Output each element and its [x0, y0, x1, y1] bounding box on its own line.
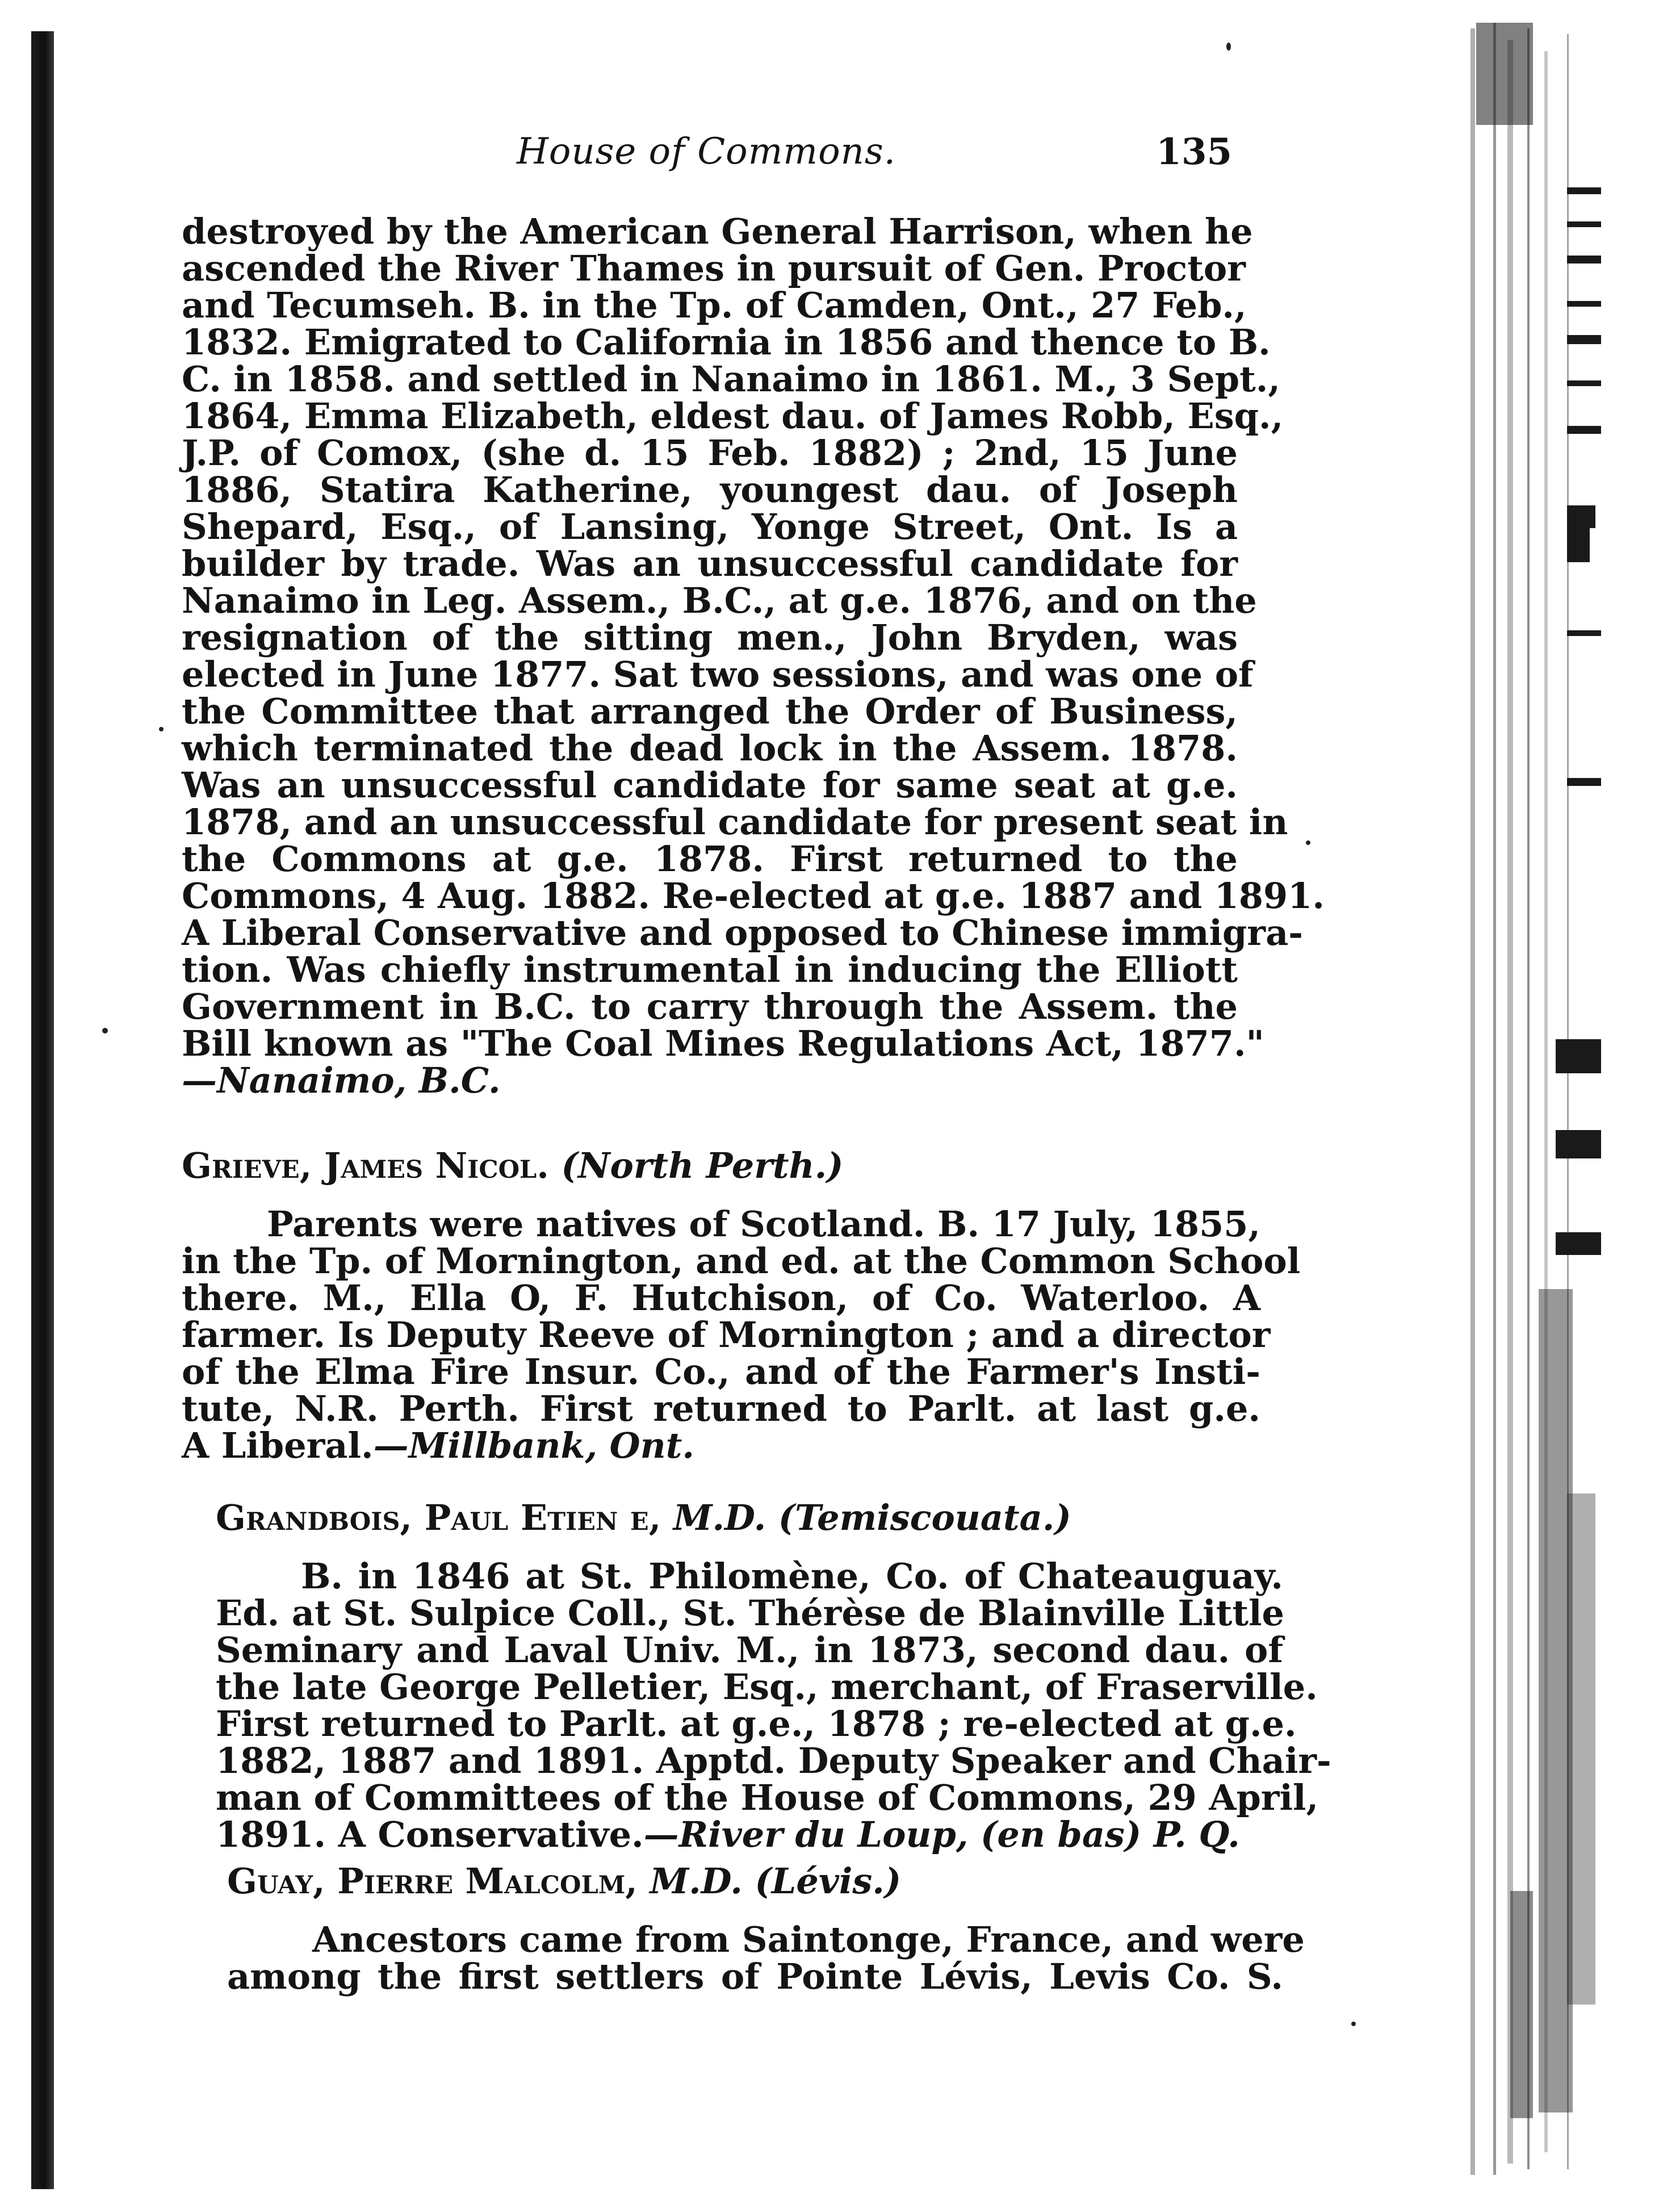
text-line: in the Tp. of Mornington, and ed. at the Common School — [182, 1240, 1301, 1282]
member-title: M.D. — [650, 1860, 743, 1902]
text-line: destroyed by the American General Harrison, when he — [182, 211, 1253, 252]
entry-grieve — [182, 1145, 1301, 1466]
residence: —Millbank, Ont. — [373, 1425, 694, 1466]
member-title: M.D. — [673, 1497, 766, 1538]
text-line: of the Elma Fire Insur. Co., and of the Farmer's Insti- — [182, 1351, 1260, 1392]
scan-speck — [1226, 43, 1231, 51]
text-line: 1878, and an unsuccessful candidate for present seat in — [182, 801, 1288, 843]
text-line: Parents were natives of Scotland. B. 17 July, 1855, — [267, 1203, 1260, 1245]
entry-heading — [227, 1860, 1283, 1902]
text-line: the Committee that arranged the Order of Business, — [182, 691, 1238, 732]
text-line: the Commons at g.e. 1878. First returned to the — [182, 838, 1238, 880]
text-line: and Tecumseh. B. in the Tp. of Camden, Ont., 27 Feb., — [182, 285, 1247, 326]
residence: —Nanaimo, B.C. — [182, 1060, 501, 1101]
riding: (Lévis.) — [755, 1860, 902, 1902]
scan-speck — [1351, 2022, 1356, 2026]
text-line: A Liberal Conservative and opposed to Chinese immigra- — [182, 912, 1303, 953]
text-line: C. in 1858. and settled in Nanaimo in 1861. M., 3 Sept., — [182, 358, 1280, 400]
text-line: farmer. Is Deputy Reeve of Mornington ; and a director — [182, 1314, 1271, 1355]
text-line: builder by trade. Was an unsuccessful candidate for — [182, 543, 1238, 584]
scan-speck — [1306, 840, 1310, 845]
text-line: J.P. of Comox, (she d. 15 Feb. 1882) ; 2nd, 15 June — [182, 432, 1238, 474]
member-name: Grieve, James Nicol. — [182, 1145, 549, 1186]
text-line: tion. Was chiefly instrumental in inducing the Elliott — [182, 949, 1238, 990]
running-title: House of Commons. — [517, 131, 896, 173]
text-line: 1864, Emma Elizabeth, eldest dau. of James Robb, Esq., — [182, 395, 1284, 437]
riding: (North Perth.) — [561, 1145, 844, 1186]
text-line: ascended the River Thames in pursuit of Gen. Proctor — [182, 248, 1246, 289]
text-line: resignation of the sitting men., John Bryden, was — [182, 617, 1238, 658]
text-line: First returned to Parlt. at g.e., 1878 ; re-elected at g.e. — [216, 1703, 1297, 1744]
text-line: elected in June 1877. Sat two sessions, and was one of — [182, 654, 1254, 695]
text-line: Shepard, Esq., of Lansing, Yonge Street, Ont. Is a — [182, 506, 1238, 547]
text-line: tute, N.R. Perth. First returned to Parlt. at last g.e. — [182, 1388, 1260, 1429]
text-line: among the first settlers of Pointe Lévis, Levis Co. S. — [227, 1956, 1283, 1997]
scan-speck — [102, 1028, 108, 1034]
text-line: man of Committees of the House of Commons, 29 April, — [216, 1777, 1319, 1818]
text-line: Ancestors came from Saintonge, France, and were — [312, 1919, 1305, 1960]
affiliation: A Liberal. — [182, 1425, 374, 1466]
text-line: Ed. at St. Sulpice Coll., St. Thérèse de Blainville Little — [216, 1592, 1284, 1634]
text-line: 1882, 1887 and 1891. Apptd. Deputy Speaker and Chair- — [216, 1740, 1331, 1781]
affiliation: 1891. A Conservative. — [216, 1814, 644, 1855]
riding: (Temiscouata.) — [778, 1497, 1071, 1538]
entry-heading — [216, 1499, 1283, 1536]
text-line: there. M., Ella O, F. Hutchison, of Co. Waterloo. A — [182, 1277, 1260, 1319]
text-line: Bill known as "The Coal Mines Regulations Act, 1877." — [182, 1023, 1264, 1064]
entry-heading — [182, 1147, 1260, 1184]
member-name: Guay, Pierre Malcolm, — [227, 1860, 638, 1902]
entry-guay — [227, 1860, 1305, 1997]
text-line: Was an unsuccessful candidate for same seat at g.e. — [182, 764, 1238, 806]
residence: —River du Loup, (en bas) P. Q. — [643, 1814, 1240, 1855]
text-line: which terminated the dead lock in the Assem. 1878. — [182, 727, 1238, 769]
member-name: Grandbois, Paul Etien e, — [216, 1497, 661, 1538]
entry-continued-text — [182, 211, 1325, 1101]
entry-grandbois — [216, 1497, 1331, 1855]
text-line: Nanaimo in Leg. Assem., B.C., at g.e. 1876, and on the — [182, 580, 1257, 621]
text-line: Government in B.C. to carry through the Assem. the — [182, 986, 1238, 1027]
text-line: 1832. Emigrated to California in 1856 and thence to B. — [182, 321, 1271, 363]
running-head — [182, 131, 1249, 182]
text-line: 1886, Statira Katherine, youngest dau. of Joseph — [182, 469, 1238, 511]
page-number: 135 — [1156, 131, 1232, 173]
text-line: Commons, 4 Aug. 1882. Re-elected at g.e. 1887 and 1891. — [182, 875, 1325, 917]
scan-speck — [159, 727, 164, 731]
text-line-final — [182, 1427, 1260, 1464]
text-line: Seminary and Laval Univ. M., in 1873, second dau. of — [216, 1629, 1283, 1671]
text-line: the late George Pelletier, Esq., merchant, of Fraserville. — [216, 1666, 1318, 1708]
text-line: B. in 1846 at St. Philomène, Co. of Chateauguay. — [301, 1555, 1283, 1597]
text-line-final — [216, 1816, 1283, 1853]
